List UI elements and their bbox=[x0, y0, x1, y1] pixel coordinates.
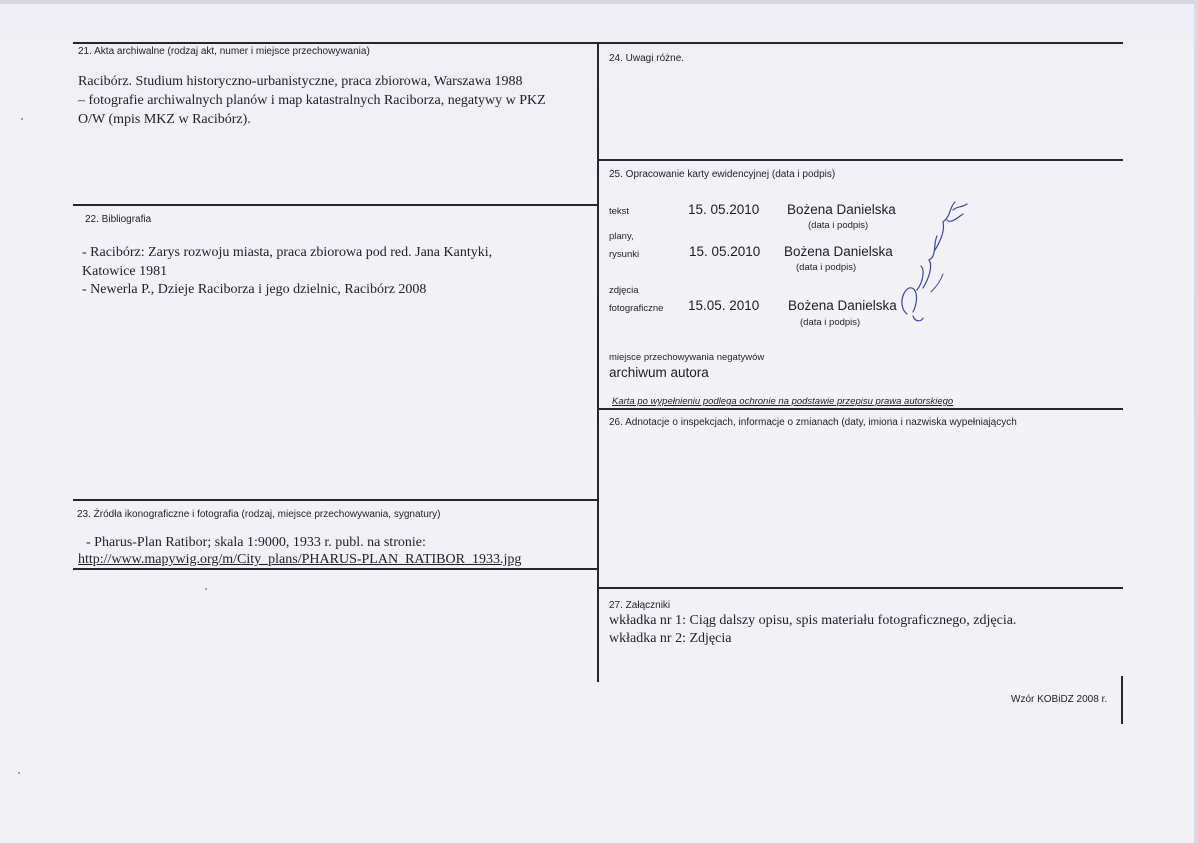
row-1-sub: (data i podpis) bbox=[808, 220, 869, 231]
page-top-edge bbox=[0, 0, 1198, 4]
row-1-date: 15. 05.2010 bbox=[688, 202, 760, 217]
scan-speck bbox=[205, 588, 207, 590]
section-27-line-2: wkładka nr 2: Zdjęcia bbox=[609, 631, 732, 646]
row-2-label-1: plany, bbox=[609, 231, 634, 242]
section-21-header: 21. Akta archiwalne (rodzaj akt, numer i miejsce przechowywania) bbox=[78, 46, 370, 57]
rule-column-divider bbox=[597, 42, 599, 682]
row-2-label-2: rysunki bbox=[609, 249, 640, 260]
scan-speck bbox=[21, 118, 23, 120]
page-right-edge bbox=[1194, 0, 1198, 843]
rule-section-23-top bbox=[73, 499, 597, 501]
section-21-line-3: O/W (mpis MKZ w Racibórz). bbox=[78, 112, 251, 127]
section-22-line-2: Katowice 1981 bbox=[82, 264, 168, 279]
section-26-header: 26. Adnotacje o inspekcjach, informacje o zmianach (daty, imiona i nazwiska wypełniających bbox=[609, 417, 1017, 428]
row-3-label-1: zdjęcia bbox=[609, 285, 639, 296]
row-3-date: 15.05. 2010 bbox=[688, 298, 760, 313]
rule-section-27-top bbox=[597, 587, 1123, 589]
rule-footer-right bbox=[1121, 676, 1123, 724]
rule-section-25-top bbox=[597, 159, 1123, 161]
row-2-sub: (data i podpis) bbox=[796, 262, 857, 273]
section-21-line-2: – fotografie archiwalnych planów i map katastralnych Raciborza, negatywy w PKZ bbox=[78, 93, 546, 108]
section-25-header: 25. Opracowanie karty ewidencyjnej (data i podpis) bbox=[609, 169, 836, 180]
row-2-date: 15. 05.2010 bbox=[689, 244, 761, 259]
section-22-line-3: - Newerla P., Dzieje Raciborza i jego dzielnic, Racibórz 2008 bbox=[82, 282, 427, 297]
section-22-line-1: - Racibórz: Zarys rozwoju miasta, praca zbiorowa pod red. Jana Kantyki, bbox=[82, 245, 493, 260]
scan-speck bbox=[18, 772, 20, 774]
row-2-name: Bożena Danielska bbox=[784, 244, 893, 259]
row-3-label-2: fotograficzne bbox=[609, 303, 664, 314]
section-27-line-1: wkładka nr 1: Ciąg dalszy opisu, spis materiału fotograficznego, zdjęcia. bbox=[609, 613, 1017, 628]
handwritten-signature bbox=[893, 196, 973, 326]
row-1-name: Bożena Danielska bbox=[787, 202, 896, 217]
template-label: Wzór KOBiDZ 2008 r. bbox=[1011, 694, 1108, 705]
section-21-line-1: Racibórz. Studium historyczno-urbanistyczne, praca zbiorowa, Warszawa 1988 bbox=[78, 74, 523, 89]
row-1-label: tekst bbox=[609, 206, 630, 217]
section-27-header: 27. Załączniki bbox=[609, 600, 671, 611]
section-22-header: 22. Bibliografia bbox=[85, 214, 152, 225]
section-24-header: 24. Uwagi różne. bbox=[609, 53, 685, 64]
storage-value: archiwum autora bbox=[609, 365, 709, 380]
storage-label: miejsce przechowywania negatywów bbox=[609, 352, 765, 363]
row-3-name: Bożena Danielska bbox=[788, 298, 897, 313]
rule-section-23-bottom bbox=[73, 568, 597, 570]
row-3-sub: (data i podpis) bbox=[800, 317, 861, 328]
copyright-note: Karta po wypełnieniu podlega ochronie na podstawie przepisu prawa autorskiego bbox=[612, 396, 954, 407]
rule-section-26-top bbox=[597, 408, 1123, 410]
section-23-link[interactable]: http://www.mapywig.org/m/City_plans/PHARUS-PLAN_RATIBOR_1933.jpg bbox=[78, 552, 522, 567]
section-23-header: 23. Źródła ikonograficzne i fotografia (rodzaj, miejsce przechowywania, sygnatury) bbox=[77, 509, 441, 520]
rule-section-22-top bbox=[73, 204, 597, 206]
section-23-line-1: - Pharus-Plan Ratibor; skala 1:9000, 1933 r. publ. na stronie: bbox=[86, 535, 426, 550]
